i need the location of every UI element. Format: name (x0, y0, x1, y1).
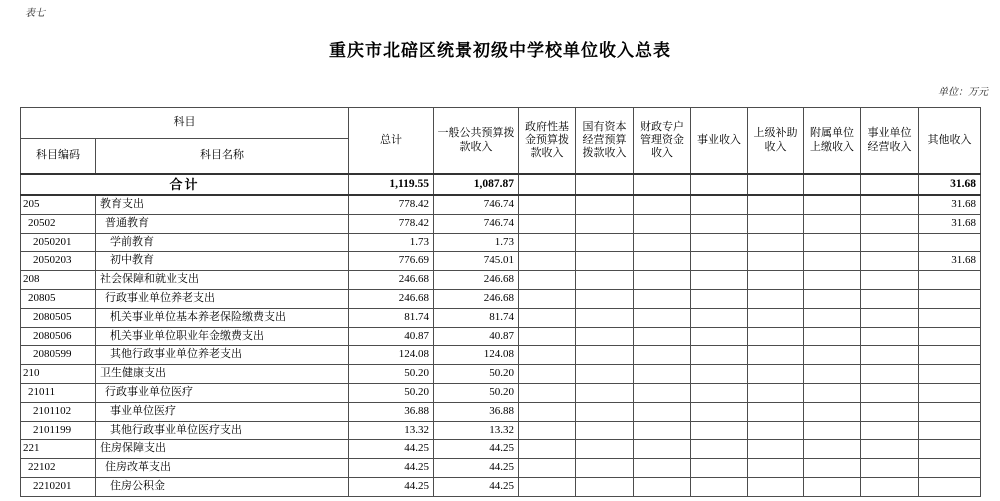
value-cell-3 (576, 383, 634, 402)
value-cell-3 (576, 289, 634, 308)
subject-name-cell: 事业单位医疗 (96, 402, 349, 421)
value-cell-2 (519, 402, 576, 421)
value-cell-7 (804, 233, 861, 252)
value-cell-1: 50.20 (434, 365, 519, 384)
value-cell-7 (804, 327, 861, 346)
value-cell-1: 246.68 (434, 271, 519, 290)
table-row (21, 271, 981, 290)
value-cell-1: 246.68 (434, 289, 519, 308)
table-row (21, 289, 981, 308)
value-cell-3 (576, 233, 634, 252)
value-cell-0: 778.42 (349, 195, 434, 214)
value-cell-9: 31.68 (919, 214, 981, 233)
value-cell-7 (804, 459, 861, 478)
total-row-label: 合计 (21, 174, 349, 195)
value-cell-9 (919, 440, 981, 459)
subject-name-cell: 教育支出 (96, 195, 349, 214)
value-cell-2 (519, 252, 576, 271)
subject-name-cell: 初中教育 (96, 252, 349, 271)
subject-name-cell: 社会保障和就业支出 (96, 271, 349, 290)
value-cell-6 (748, 477, 804, 496)
value-cell-9 (919, 365, 981, 384)
value-cell-1: 746.74 (434, 214, 519, 233)
value-cell-5 (691, 289, 748, 308)
table-row (21, 346, 981, 365)
value-cell-3 (576, 402, 634, 421)
value-cell-6 (748, 440, 804, 459)
value-cell-5 (691, 233, 748, 252)
value-cell-1: 40.87 (434, 327, 519, 346)
value-cell-0: 778.42 (349, 214, 434, 233)
table-row (21, 365, 981, 384)
header-row-subject-group (21, 108, 981, 139)
total-row (21, 174, 981, 195)
value-cell-8 (861, 383, 919, 402)
total-value-3 (576, 174, 634, 195)
value-cell-4 (634, 233, 691, 252)
value-cell-5 (691, 459, 748, 478)
subject-code-cell: 2101199 (21, 421, 96, 440)
value-cell-0: 1.73 (349, 233, 434, 252)
value-cell-4 (634, 252, 691, 271)
total-value-6 (748, 174, 804, 195)
total-value-0: 1,119.55 (349, 174, 434, 195)
value-cell-6 (748, 195, 804, 214)
value-cell-8 (861, 195, 919, 214)
table-row (21, 383, 981, 402)
value-cell-2 (519, 346, 576, 365)
value-cell-7 (804, 346, 861, 365)
value-cell-6 (748, 346, 804, 365)
value-cell-2 (519, 365, 576, 384)
total-value-8 (861, 174, 919, 195)
table-body (21, 174, 981, 496)
value-cell-0: 50.20 (349, 365, 434, 384)
value-cell-0: 81.74 (349, 308, 434, 327)
value-cell-8 (861, 421, 919, 440)
value-cell-0: 44.25 (349, 477, 434, 496)
value-cell-4 (634, 289, 691, 308)
value-cell-0: 246.68 (349, 289, 434, 308)
value-cell-3 (576, 214, 634, 233)
subject-code-cell: 2210201 (21, 477, 96, 496)
subject-code-cell: 2101102 (21, 402, 96, 421)
value-cell-9 (919, 346, 981, 365)
subject-code-cell: 2050203 (21, 252, 96, 271)
value-cell-6 (748, 459, 804, 478)
subject-code-cell: 22102 (21, 459, 96, 478)
value-cell-3 (576, 252, 634, 271)
subject-name-cell: 其他行政事业单位养老支出 (96, 346, 349, 365)
value-cell-9 (919, 271, 981, 290)
value-cell-3 (576, 440, 634, 459)
value-cell-4 (634, 214, 691, 233)
value-cell-6 (748, 421, 804, 440)
value-cell-2 (519, 421, 576, 440)
income-summary-table (20, 107, 981, 497)
value-cell-4 (634, 421, 691, 440)
value-cell-9: 31.68 (919, 195, 981, 214)
value-cell-2 (519, 459, 576, 478)
value-cell-1: 1.73 (434, 233, 519, 252)
subject-name-cell: 住房公积金 (96, 477, 349, 496)
header-value-column-2: 政府性基金预算拨款收入 (519, 108, 576, 175)
value-cell-7 (804, 421, 861, 440)
table-row (21, 477, 981, 496)
table-row (21, 252, 981, 271)
subject-code-cell: 20805 (21, 289, 96, 308)
unit-note: 单位：万元 (938, 87, 988, 98)
subject-code-cell: 2080505 (21, 308, 96, 327)
value-cell-5 (691, 308, 748, 327)
value-cell-7 (804, 402, 861, 421)
total-value-7 (804, 174, 861, 195)
value-cell-1: 44.25 (434, 440, 519, 459)
value-cell-9 (919, 289, 981, 308)
value-cell-4 (634, 440, 691, 459)
value-cell-0: 13.32 (349, 421, 434, 440)
value-cell-8 (861, 271, 919, 290)
value-cell-4 (634, 383, 691, 402)
header-value-column-3: 国有资本经营预算拨款收入 (576, 108, 634, 175)
header-value-column-0: 总计 (349, 108, 434, 175)
value-cell-9 (919, 327, 981, 346)
value-cell-7 (804, 195, 861, 214)
value-cell-8 (861, 459, 919, 478)
table-row (21, 308, 981, 327)
value-cell-5 (691, 365, 748, 384)
value-cell-4 (634, 327, 691, 346)
value-cell-3 (576, 327, 634, 346)
subject-code-cell: 2080506 (21, 327, 96, 346)
table-row (21, 402, 981, 421)
page-title: 重庆市北碚区统景初级中学校单位收入总表 (329, 41, 671, 60)
subject-code-cell: 205 (21, 195, 96, 214)
table-row (21, 214, 981, 233)
subject-code-cell: 2080599 (21, 346, 96, 365)
value-cell-5 (691, 477, 748, 496)
value-cell-2 (519, 477, 576, 496)
value-cell-4 (634, 271, 691, 290)
value-cell-3 (576, 346, 634, 365)
value-cell-2 (519, 289, 576, 308)
value-cell-1: 44.25 (434, 459, 519, 478)
value-cell-7 (804, 477, 861, 496)
value-cell-4 (634, 365, 691, 384)
value-cell-9 (919, 383, 981, 402)
total-value-1: 1,087.87 (434, 174, 519, 195)
value-cell-6 (748, 289, 804, 308)
header-value-column-9: 其他收入 (919, 108, 981, 175)
subject-name-cell: 机关事业单位基本养老保险缴费支出 (96, 308, 349, 327)
value-cell-2 (519, 327, 576, 346)
value-cell-7 (804, 365, 861, 384)
subject-code-cell: 21011 (21, 383, 96, 402)
value-cell-9: 31.68 (919, 252, 981, 271)
value-cell-6 (748, 365, 804, 384)
table-row (21, 233, 981, 252)
value-cell-2 (519, 383, 576, 402)
header-subject-code: 科目编码 (21, 139, 96, 175)
value-cell-2 (519, 271, 576, 290)
value-cell-6 (748, 233, 804, 252)
subject-code-cell: 2050201 (21, 233, 96, 252)
value-cell-7 (804, 440, 861, 459)
value-cell-7 (804, 383, 861, 402)
table-row (21, 195, 981, 214)
value-cell-3 (576, 308, 634, 327)
subject-name-cell: 学前教育 (96, 233, 349, 252)
header-value-column-1: 一般公共预算拨款收入 (434, 108, 519, 175)
value-cell-8 (861, 233, 919, 252)
table-header (21, 108, 981, 175)
header-value-column-8: 事业单位经营收入 (861, 108, 919, 175)
value-cell-1: 124.08 (434, 346, 519, 365)
value-cell-3 (576, 477, 634, 496)
value-cell-5 (691, 402, 748, 421)
subject-name-cell: 住房改革支出 (96, 459, 349, 478)
subject-code-cell: 221 (21, 440, 96, 459)
value-cell-2 (519, 195, 576, 214)
subject-code-cell: 208 (21, 271, 96, 290)
table-row (21, 421, 981, 440)
value-cell-1: 36.88 (434, 402, 519, 421)
value-cell-0: 36.88 (349, 402, 434, 421)
value-cell-4 (634, 308, 691, 327)
value-cell-8 (861, 440, 919, 459)
value-cell-0: 246.68 (349, 271, 434, 290)
total-value-2 (519, 174, 576, 195)
value-cell-9 (919, 308, 981, 327)
total-value-4 (634, 174, 691, 195)
value-cell-6 (748, 308, 804, 327)
value-cell-6 (748, 271, 804, 290)
value-cell-1: 50.20 (434, 383, 519, 402)
value-cell-7 (804, 271, 861, 290)
value-cell-2 (519, 233, 576, 252)
subject-name-cell: 机关事业单位职业年金缴费支出 (96, 327, 349, 346)
value-cell-1: 745.01 (434, 252, 519, 271)
value-cell-6 (748, 327, 804, 346)
value-cell-1: 13.32 (434, 421, 519, 440)
value-cell-2 (519, 440, 576, 459)
value-cell-8 (861, 308, 919, 327)
value-cell-6 (748, 252, 804, 271)
value-cell-4 (634, 195, 691, 214)
header-subject-name: 科目名称 (96, 139, 349, 175)
value-cell-5 (691, 346, 748, 365)
value-cell-4 (634, 459, 691, 478)
value-cell-8 (861, 289, 919, 308)
subject-code-cell: 20502 (21, 214, 96, 233)
value-cell-0: 44.25 (349, 440, 434, 459)
value-cell-0: 50.20 (349, 383, 434, 402)
value-cell-7 (804, 252, 861, 271)
value-cell-1: 81.74 (434, 308, 519, 327)
value-cell-3 (576, 459, 634, 478)
value-cell-5 (691, 214, 748, 233)
value-cell-6 (748, 402, 804, 421)
total-value-9: 31.68 (919, 174, 981, 195)
subject-name-cell: 卫生健康支出 (96, 365, 349, 384)
table-number-tag: 表七 (25, 8, 45, 19)
value-cell-8 (861, 252, 919, 271)
value-cell-0: 44.25 (349, 459, 434, 478)
value-cell-2 (519, 214, 576, 233)
header-value-column-4: 财政专户管理资金收入 (634, 108, 691, 175)
subject-name-cell: 普通教育 (96, 214, 349, 233)
value-cell-1: 746.74 (434, 195, 519, 214)
value-cell-6 (748, 214, 804, 233)
value-cell-7 (804, 214, 861, 233)
table-row (21, 327, 981, 346)
value-cell-7 (804, 289, 861, 308)
value-cell-5 (691, 327, 748, 346)
value-cell-1: 44.25 (434, 477, 519, 496)
subject-name-cell: 其他行政事业单位医疗支出 (96, 421, 349, 440)
value-cell-9 (919, 402, 981, 421)
value-cell-2 (519, 308, 576, 327)
value-cell-0: 124.08 (349, 346, 434, 365)
value-cell-6 (748, 383, 804, 402)
value-cell-5 (691, 421, 748, 440)
value-cell-8 (861, 327, 919, 346)
value-cell-8 (861, 477, 919, 496)
value-cell-9 (919, 477, 981, 496)
total-value-5 (691, 174, 748, 195)
value-cell-4 (634, 346, 691, 365)
value-cell-3 (576, 271, 634, 290)
value-cell-9 (919, 233, 981, 252)
header-value-column-7: 附属单位上缴收入 (804, 108, 861, 175)
subject-name-cell: 行政事业单位医疗 (96, 383, 349, 402)
subject-name-cell: 行政事业单位养老支出 (96, 289, 349, 308)
header-subject-group: 科目 (21, 108, 349, 139)
value-cell-5 (691, 195, 748, 214)
value-cell-4 (634, 402, 691, 421)
header-value-column-5: 事业收入 (691, 108, 748, 175)
value-cell-5 (691, 252, 748, 271)
value-cell-3 (576, 195, 634, 214)
value-cell-3 (576, 421, 634, 440)
value-cell-7 (804, 308, 861, 327)
table-row (21, 440, 981, 459)
subject-name-cell: 住房保障支出 (96, 440, 349, 459)
value-cell-0: 776.69 (349, 252, 434, 271)
value-cell-3 (576, 365, 634, 384)
value-cell-5 (691, 383, 748, 402)
value-cell-5 (691, 271, 748, 290)
value-cell-8 (861, 346, 919, 365)
value-cell-8 (861, 402, 919, 421)
value-cell-8 (861, 365, 919, 384)
header-value-column-6: 上级补助收入 (748, 108, 804, 175)
value-cell-4 (634, 477, 691, 496)
value-cell-9 (919, 421, 981, 440)
subject-code-cell: 210 (21, 365, 96, 384)
value-cell-0: 40.87 (349, 327, 434, 346)
value-cell-5 (691, 440, 748, 459)
table-row (21, 459, 981, 478)
value-cell-9 (919, 459, 981, 478)
value-cell-8 (861, 214, 919, 233)
